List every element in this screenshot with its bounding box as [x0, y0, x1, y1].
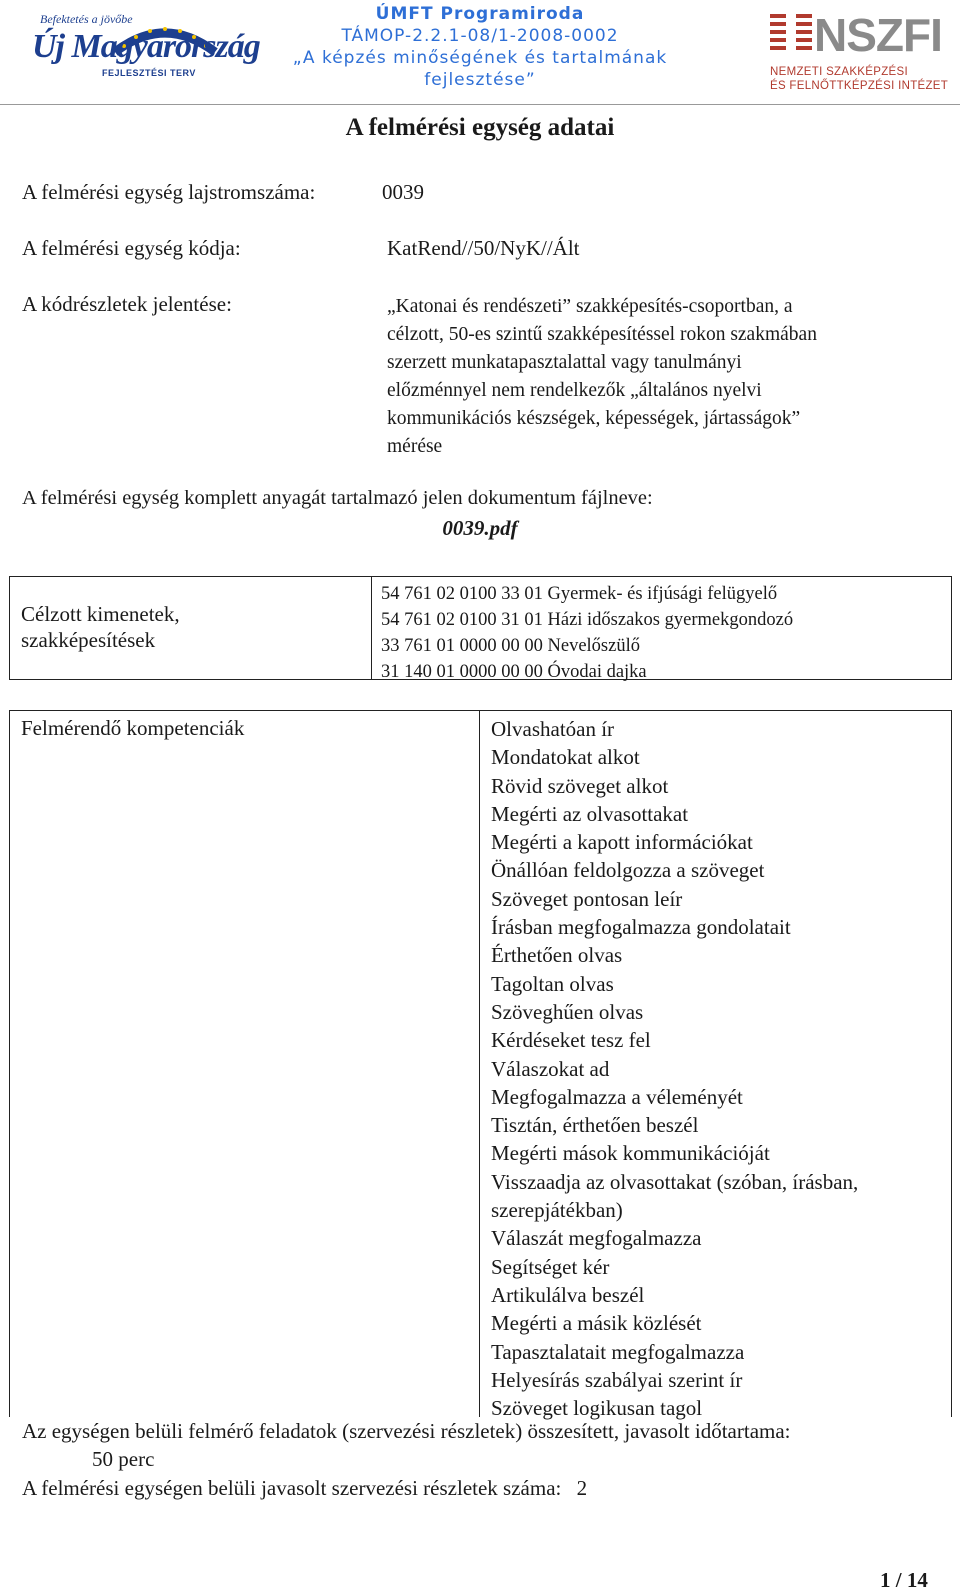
competency-item: Megérti az olvasottakat [491, 801, 689, 826]
competencies-table [9, 710, 952, 1421]
competency-item: Szöveget logikusan tagol [491, 1396, 703, 1421]
competency-item: Válaszokat ad [491, 1056, 610, 1081]
outcomes-label [21, 601, 180, 653]
competency-item: Tisztán, érthetően beszél [491, 1113, 699, 1138]
competency-item: Tagoltan olvas [491, 971, 614, 996]
file-name: 0039.pdf [442, 516, 518, 540]
table-divider [371, 577, 372, 679]
meaning-line: szerzett munkatapasztalattal vagy tanulmányi [387, 352, 742, 373]
outcome-item: 54 761 02 0100 33 01 Gyermek- és ifjúsági felügyelő [381, 584, 778, 604]
duration-value: 50 perc [92, 1447, 155, 1471]
registry-value: 0039 [382, 180, 424, 204]
outcomes-list [381, 581, 793, 685]
nszfi-emblem-icon [770, 14, 812, 56]
registry-label: A felmérési egység lajstromszáma: [22, 180, 316, 204]
header-program-info [270, 3, 690, 91]
uj-magyarorszag-logo [30, 10, 260, 90]
competency-item: Megfogalmazza a véleményét [491, 1084, 743, 1109]
meaning-line: kommunikációs készségek, képességek, jártasságok” [387, 408, 801, 429]
competency-item: Kérdéseket tesz fel [491, 1028, 651, 1053]
competency-item: Írásban megfogalmazza gondolatait [491, 915, 791, 940]
code-label: A felmérési egység kódja: [22, 236, 241, 260]
meaning-label: A kódrészletek jelentése: [22, 292, 232, 316]
outcomes-label-line-2: szakképesítések [21, 628, 156, 652]
competencies-list [491, 715, 941, 1422]
logo-slogan: Befektetés a jövőbe [40, 12, 133, 26]
parts-label: A felmérési egységen belüli javasolt szervezési részletek száma: [22, 1476, 562, 1500]
competency-item: Rövid szöveget alkot [491, 773, 669, 798]
competency-item: Helyesírás szabályai szerint ír [491, 1367, 743, 1392]
logo-plan: FEJLESZTÉSI TERV [102, 68, 196, 78]
competency-item: Artikulálva beszél [491, 1282, 645, 1307]
header-line-2: TÁMOP-2.2.1-08/1-2008-0002 [341, 26, 619, 46]
duration-label: Az egységen belüli felmérő feladatok (szervezési részletek) összesített, javasolt időtartama: [22, 1419, 791, 1443]
table-divider [479, 711, 480, 1417]
parts-line [22, 1476, 587, 1501]
competency-item: Szöveghűen olvas [491, 999, 644, 1024]
outcome-item: 33 761 01 0000 00 00 Nevelőszülő [381, 636, 640, 656]
outcome-item: 54 761 02 0100 31 01 Házi időszakos gyermekgondozó [381, 610, 794, 630]
header-divider [0, 104, 960, 105]
competency-item: Segítséget kér [491, 1254, 610, 1279]
meaning-line: előzménnyel nem rendelkezők „általános nyelvi [387, 380, 762, 401]
nszfi-logo [770, 9, 955, 92]
header-line-3: „A képzés minőségének és tartalmának [292, 48, 668, 68]
outcomes-table [9, 576, 952, 680]
competency-item: Mondatokat alkot [491, 745, 640, 770]
nszfi-name: NSZFI [814, 9, 942, 61]
nszfi-subtitle-2: ÉS FELNŐTTKÉPZÉSI INTÉZET [770, 80, 949, 92]
parts-value: 2 [576, 1476, 588, 1500]
logo-brand: Új Magyarország [32, 28, 260, 65]
file-label: A felmérési egység komplett anyagát tartalmazó jelen dokumentum fájlneve: [22, 487, 653, 509]
competency-item: Szöveget pontosan leír [491, 886, 683, 911]
outcome-item: 31 140 01 0000 00 00 Óvodai dajka [381, 662, 647, 682]
outcomes-label-line-1: Célzott kimenetek, [21, 602, 180, 626]
meaning-text [387, 293, 947, 461]
competencies-label: Felmérendő kompetenciák [21, 716, 245, 740]
header-line-1: ÚMFT Programiroda [375, 4, 585, 24]
code-value: KatRend//50/NyK//Ált [387, 236, 580, 260]
competency-item: Önállóan feldolgozza a szöveget [491, 858, 765, 883]
competency-item: Megérti mások kommunikációját [491, 1141, 770, 1166]
meaning-line: „Katonai és rendészeti” szakképesítés-csoportban, a [387, 296, 793, 317]
competency-item: Érthetően olvas [491, 943, 623, 968]
competency-item: Megérti a másik közlését [491, 1311, 702, 1336]
meaning-line: mérése [387, 436, 443, 457]
competency-item: Olvashatóan ír [491, 717, 615, 741]
header-line-4: fejlesztése” [424, 70, 536, 90]
page-title: A felmérési egység adatai [345, 114, 615, 141]
competency-item: Tapasztalatait megfogalmazza [491, 1339, 745, 1364]
meaning-line: célzott, 50-es szintű szakképesítéssel rokon szakmában [387, 324, 817, 345]
competency-item: Megérti a kapott információkat [491, 830, 753, 855]
competency-item: Visszaadja az olvasottakat (szóban, írásban, [491, 1169, 859, 1194]
competency-item: szerepjátékban) [491, 1198, 623, 1223]
competency-item: Válaszát megfogalmazza [491, 1226, 702, 1251]
page-number: 1 / 14 [880, 1568, 928, 1592]
nszfi-subtitle-1: NEMZETI SZAKKÉPZÉSI [770, 66, 908, 78]
